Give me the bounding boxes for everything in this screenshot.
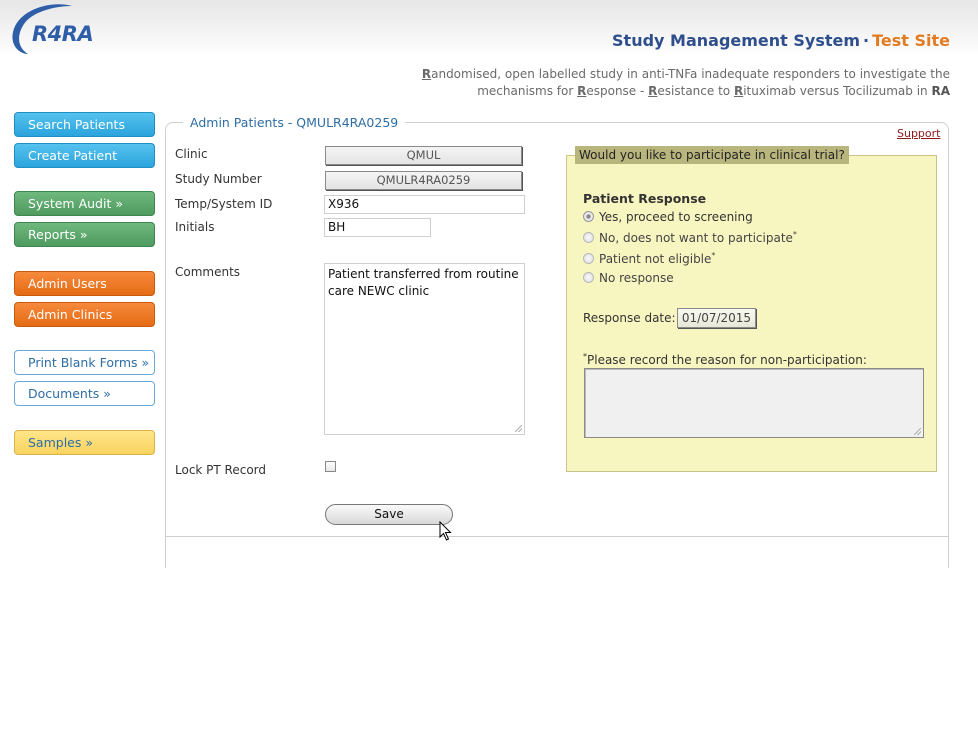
study-ra: RA (931, 84, 950, 98)
documents-button[interactable]: Documents » (14, 381, 155, 406)
study-initial-r: R (733, 84, 744, 98)
resize-grip-icon[interactable] (914, 428, 921, 435)
initials-input[interactable]: BH (324, 218, 431, 237)
response-date-label: Response date: (583, 311, 676, 325)
radio-icon[interactable] (583, 272, 594, 283)
study-number-label: Study Number (175, 172, 262, 186)
study-description-line-2 (390, 83, 950, 100)
response-option-label: No, does not want to participate (599, 231, 793, 245)
radio-selected-icon[interactable] (583, 211, 594, 222)
resize-grip-icon[interactable] (515, 425, 522, 432)
create-patient-button[interactable]: Create Patient (14, 143, 155, 168)
study-description (390, 66, 950, 100)
print-blank-forms-button[interactable]: Print Blank Forms » (14, 350, 155, 375)
study-description-line-1 (390, 66, 950, 83)
study-text: ituximab versus Tocilizumab in (743, 84, 932, 98)
comments-text: Patient transferred from routine care NEWC clinic (328, 267, 519, 298)
reason-label-text: Please record the reason for non-participation: (587, 353, 867, 367)
system-audit-button[interactable]: System Audit » (14, 191, 155, 216)
title-separator: · (863, 31, 870, 50)
mouse-pointer-icon (439, 521, 453, 542)
reason-textarea[interactable] (584, 368, 924, 438)
required-asterisk: * (711, 251, 716, 260)
study-initial-r: R (648, 84, 658, 98)
system-title (612, 31, 950, 50)
initials-label: Initials (175, 220, 215, 234)
study-text: andomised, open labelled study in anti-TNFa inadequate responders to investigate the (431, 67, 950, 81)
comments-label: Comments (175, 265, 241, 279)
response-date-field[interactable]: 01/07/2015 (677, 308, 756, 328)
response-option-label: Patient not eligible (599, 252, 712, 266)
study-initial-r: R (577, 84, 587, 98)
response-option-not-eligible[interactable] (583, 251, 715, 266)
panel-divider (165, 536, 949, 537)
clinic-label: Clinic (175, 147, 208, 161)
search-patients-button[interactable]: Search Patients (14, 112, 155, 137)
patient-response-heading: Patient Response (583, 191, 707, 206)
clinic-field[interactable]: QMUL (325, 146, 522, 165)
lock-pt-record-label: Lock PT Record (175, 463, 267, 477)
comments-textarea[interactable] (324, 263, 525, 435)
response-option-yes[interactable] (583, 210, 753, 224)
temp-system-id-label: Temp/System ID (175, 197, 273, 211)
clinical-trial-question: Would you like to participate in clinical trial? (575, 146, 849, 164)
study-text: mechanisms for (477, 84, 578, 98)
save-button[interactable]: Save (325, 504, 453, 525)
radio-icon[interactable] (583, 232, 594, 243)
reason-label (583, 352, 867, 367)
required-asterisk: * (792, 230, 797, 239)
samples-button[interactable]: Samples » (14, 430, 155, 455)
r4ra-logo[interactable] (10, 2, 100, 58)
study-number-field[interactable]: QMULR4RA0259 (325, 171, 522, 190)
response-option-label: No response (599, 271, 674, 285)
lock-pt-record-checkbox[interactable] (325, 461, 336, 472)
site-name: Test Site (872, 31, 950, 50)
required-asterisk: * (583, 352, 587, 361)
support-link[interactable]: Support (897, 127, 941, 140)
response-option-label: Yes, proceed to screening (599, 210, 753, 224)
response-option-no[interactable] (583, 230, 797, 245)
study-initial-r: R (421, 67, 432, 81)
reports-button[interactable]: Reports » (14, 222, 155, 247)
radio-icon[interactable] (583, 253, 594, 264)
temp-system-id-input[interactable]: X936 (324, 195, 525, 214)
study-text: esistance to (657, 84, 734, 98)
panel-legend: Admin Patients - QMULR4RA0259 (183, 115, 405, 130)
system-name: Study Management System (612, 31, 861, 50)
logo-text: R4RA (32, 22, 94, 46)
admin-users-button[interactable]: Admin Users (14, 271, 155, 296)
admin-clinics-button[interactable]: Admin Clinics (14, 302, 155, 327)
response-option-no-response[interactable] (583, 271, 674, 285)
study-text: esponse - (586, 84, 649, 98)
